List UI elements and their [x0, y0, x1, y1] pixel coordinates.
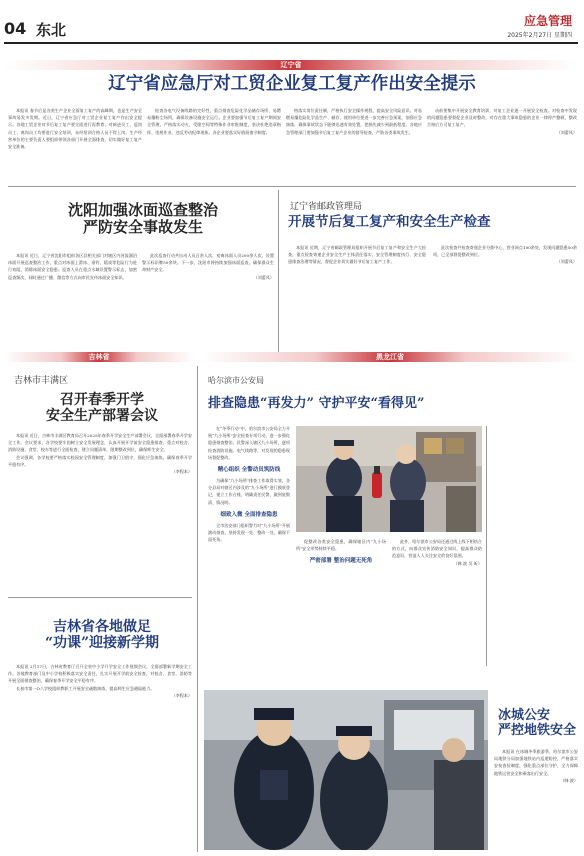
- photo-fire-inspection: [296, 426, 482, 532]
- article-title: 辽宁省应急厅对工贸企业复工复产作出安全提示: [108, 74, 476, 94]
- subheading: 细致入微 全面排查隐患: [220, 511, 278, 518]
- article-column: 此次巡查行动共出动人员百余人次，劝离冰面人员200余人次，设置警示标识牌50余块。下一步，沈阳市将持续加强冰面巡查，确保群众生命财产安全。 （刘蕾凤）: [142, 253, 274, 280]
- section-name: 东北: [36, 21, 67, 39]
- article-kicker: 哈尔滨市公安局: [208, 376, 264, 385]
- article-column: 动前要集中开展安全教育培训，对复工企业逐一开展安全检查。对检查中发现的问题隐患要督促企业及时整改，对存在重大事故隐患的企业一律停产整顿，整改合格后方可复工复产。 （刘蕾凤）: [427, 108, 577, 135]
- header-rule: [4, 42, 578, 44]
- article-column: 本报讯 近日，吉林市丰满区教育局召开2025年春季开学安全生产部署会议，全面部署春季开学安全工作。会议要求，各学校要牢固树立安全发展理念，认真开展开学前安全隐患排查，重点对校舍、消防设施、食堂、校车等进行全面检查，建立问题清单，限期整改到位，确保师生安全。 会议强调，各学校要严格落实校园安全管理制度，加强门卫值守，强化应急演练，确保春季开学平稳有序。 （李程本）: [8, 433, 192, 475]
- article-column: 此外，哈尔滨市公安局还通过线上线下相结合的方式，向群众宣传消防安全知识，提高群众防范意识，营造人人关注安全的良好氛围。 （韩 波 吴 昕）: [392, 539, 482, 566]
- article-title: 沈阳加强冰面巡查整治 严防安全事故发生: [67, 201, 218, 236]
- region-band-heilongjiang: [202, 352, 578, 362]
- subheading: 严密部署 整治问题无死角: [309, 558, 373, 565]
- byline: （李程本）: [171, 469, 192, 475]
- article-column: 本报讯 在冰城冬季旅游季，哈尔滨市公安局地铁分局加强地铁站内巡逻防控，严格落实安检查验制度，强化重点部位守护，全力保障地铁运营安全和乘客出行安全。 （韩 波）: [494, 749, 578, 783]
- region-label-jilin: 吉林省: [88, 353, 110, 361]
- divider: [197, 366, 198, 852]
- article-title: 冰城公安 严控地铁安全: [498, 708, 577, 738]
- article-column: 本报讯 2月17日，吉林省教育厅召开全省中小学开学安全工作视频会议，全面部署新学期安全工作。各地教育部门及中小学校积极落实安全责任，扎实开展开学前安全检查，对校舍、食堂、消防等开展全面排查整治，确保春季开学安全平稳有序。 长春市第一O八学校组织教职工开展安全疏散演练，提高师生应急避险能力。 （李程本）: [8, 664, 192, 698]
- divider: [8, 597, 192, 598]
- region-label-heilongjiang: 黑龙江省: [376, 353, 404, 361]
- article-title: 吉林省各地做足 “功课”迎接新学期: [44, 619, 160, 651]
- article-column: 在“冬季行动”中，哈尔滨市公安局全力开展“九小场所”安全检查专项行动，进一步强化隐患排查整治。民警深入辖区九小场所，逐项检查消防设施、电气线路等，对发现的隐患现场督促整改。 精心组织 全警动员筑防线 为确保“九小场所”排查工作取得实效，各分县局对辖区内涉及的“九小场所”进行摸底登记，建立工作台账，明确责任民警，做到底数清、情况明。 细致入微 全面排查隐患 全市治安部门组织警力对“九小场所”开展滚动排查，坚持发现一处、整改一处，确保不留死角。: [208, 426, 290, 543]
- article-title: 召开春季开学 安全生产部署会议: [46, 392, 158, 424]
- region-label-liaoning: 辽宁省: [280, 61, 302, 69]
- byline: （刘蕾凤）: [253, 274, 274, 280]
- article-kicker: 辽宁省邮政管理局: [290, 202, 363, 212]
- byline: （刘蕾凤）: [556, 129, 577, 135]
- article-column: 促整改各类安全隐患，确保辖区内“九小场所”安全形势持续平稳。 严密部署 整治问题无死角: [296, 539, 386, 565]
- photo-subway-police: [204, 690, 488, 850]
- article-title: 开展节后复工复产和安全生产检查: [288, 214, 491, 230]
- article-column: 本报讯 近期，辽宁省邮政管理局组织开展节后复工复产和安全生产大检查，重点检查寄递企业安全生产主体责任落实、安全管理制度执行、安全隐患排查治理等情况，督促企业切实做好节后复工复产工作。: [288, 245, 426, 265]
- divider: [486, 426, 487, 666]
- article-title: 排查隐患“再发力” 守护平安“看得见”: [208, 396, 425, 411]
- byline: （刘蕾凤）: [556, 259, 577, 265]
- byline: （韩 波）: [560, 777, 578, 783]
- byline: （韩 波 吴 昕）: [453, 560, 482, 566]
- article-column: 本报讯 春节后是各类生产企业全面复工复产的高峰期，也是生产安全事故易发多发期。近日，辽宁省应急厅对工贸企业复工复产作出安全提示。各地工贸企业对节后复工复产要全面进行再教育、对新进员工、返岗员工、离岗员工均要进行安全培训，未经培训合格人员不得上岗。生产经营单位的主要负责人要组织带领各部门开展全面排查，切实做好复工复产安全准备。: [8, 108, 142, 150]
- article-column: 本报讯 近日，辽宁省沈阳市组织各区县相关部门对辖区内河流湖泊冰面开展巡查整治工作，重点对冰面上滑冰、垂钓、嬉戏等危险行为进行劝阻，消除冰面安全隐患。巡查人员在重点水域设置警示标志，加密巡查频次，同时通过广播、微信等方式向市民宣传冰面安全知识。: [8, 253, 137, 280]
- issue-date: 2025年2月27日 星期四: [507, 32, 572, 39]
- page-number: 04: [4, 19, 27, 38]
- subheading: 精心组织 全警动员筑防线: [217, 467, 281, 474]
- divider: [278, 190, 279, 352]
- region-band-liaoning: [4, 60, 578, 70]
- region-band-jilin: [4, 352, 194, 362]
- paper-name: 应急管理: [523, 14, 572, 28]
- article-column: 格落实岗位责任制，严格执行安全操作规程，提高安全风险意识。对易燃易爆危险化学品生产、储存、使用单位要进一步完善应急预案，加强应急演练，确保事故状态下能够迅速有效处置，把损失减少到最低程度。各地应急管理部门要加强节后复工复产企业的督导检查，严防各类事故发生。: [286, 108, 422, 135]
- divider: [8, 186, 576, 187]
- article-column: 此次检查共检查寄递企业分拨中心、营业网点100余处，发现问题隐患50余项，已全部督促整改到位。 （刘蕾凤）: [433, 245, 577, 265]
- article-column: 检查各电气设备线路的完好性，重点排查危险化学品储存场所、易燃易爆粉尘场所，确保设备设施安全运行。企业要加强节后复工复产期间安全管理，严格落实动火、受限空间等特殊作业审批制度，坚决杜绝违章指挥、违规作业、违反劳动纪律现象。各企业要落实好值班值守制度。: [147, 108, 281, 135]
- article-kicker: 吉林市丰满区: [14, 376, 69, 386]
- byline: （李程本）: [171, 692, 192, 698]
